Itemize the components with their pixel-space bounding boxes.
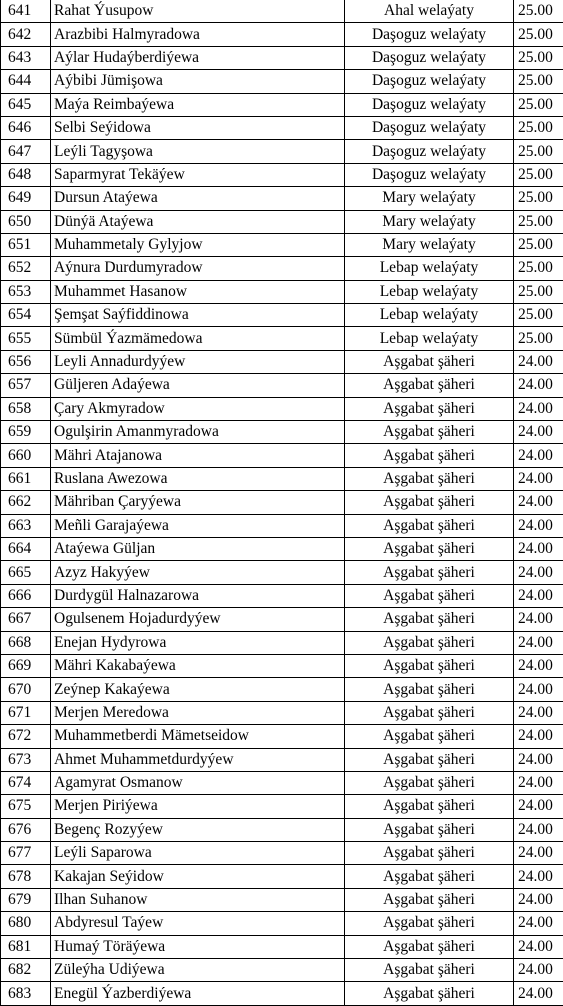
row-number-cell: 668: [1, 631, 51, 654]
row-number-cell: 683: [1, 982, 51, 1005]
region-cell: Aşgabat şäheri: [345, 935, 514, 958]
score-cell: 25.00: [514, 233, 563, 256]
region-cell: Aşgabat şäheri: [345, 491, 514, 514]
table-row: [1, 865, 563, 888]
score-cell: 24.00: [514, 654, 563, 677]
name-cell: Sümbül Ýazmämedowa: [51, 327, 345, 350]
score-cell: 24.00: [514, 701, 563, 724]
score-cell: 24.00: [514, 982, 563, 1005]
region-cell: Aşgabat şäheri: [345, 537, 514, 560]
region-cell: Daşoguz welaýaty: [345, 163, 514, 186]
row-number-cell: 661: [1, 467, 51, 490]
score-cell: 24.00: [514, 631, 563, 654]
name-cell: Ogulşirin Amanmyradowa: [51, 421, 345, 444]
row-number-cell: 655: [1, 327, 51, 350]
table-row: [1, 631, 563, 654]
score-cell: 24.00: [514, 865, 563, 888]
name-cell: Durdygül Halnazarowa: [51, 584, 345, 607]
table-row: [1, 725, 563, 748]
region-cell: Aşgabat şäheri: [345, 397, 514, 420]
score-cell: 25.00: [514, 187, 563, 210]
table-row: [1, 701, 563, 724]
score-cell: 24.00: [514, 584, 563, 607]
score-cell: 24.00: [514, 444, 563, 467]
row-number-cell: 644: [1, 70, 51, 93]
region-cell: Aşgabat şäheri: [345, 959, 514, 982]
name-cell: Maýa Reimbaýewa: [51, 93, 345, 116]
name-cell: Muhammetaly Gylyjow: [51, 233, 345, 256]
name-cell: Begenç Rozyýew: [51, 818, 345, 841]
name-cell: Dünýä Ataýewa: [51, 210, 345, 233]
region-cell: Aşgabat şäheri: [345, 888, 514, 911]
table-row: [1, 93, 563, 116]
region-cell: Aşgabat şäheri: [345, 421, 514, 444]
row-number-cell: 657: [1, 374, 51, 397]
table-row: [1, 467, 563, 490]
score-cell: 25.00: [514, 304, 563, 327]
score-cell: 25.00: [514, 280, 563, 303]
score-cell: 24.00: [514, 561, 563, 584]
region-cell: Aşgabat şäheri: [345, 795, 514, 818]
table-row: [1, 537, 563, 560]
name-cell: Abdyresul Taýew: [51, 912, 345, 935]
region-cell: Aşgabat şäheri: [345, 748, 514, 771]
score-cell: 24.00: [514, 795, 563, 818]
region-cell: Lebap welaýaty: [345, 280, 514, 303]
row-number-cell: 674: [1, 771, 51, 794]
table-row: [1, 327, 563, 350]
row-number-cell: 679: [1, 888, 51, 911]
row-number-cell: 682: [1, 959, 51, 982]
score-cell: 24.00: [514, 959, 563, 982]
region-cell: Ahal welaýaty: [345, 0, 514, 23]
row-number-cell: 663: [1, 514, 51, 537]
table-row: [1, 46, 563, 69]
row-number-cell: 666: [1, 584, 51, 607]
name-cell: Agamyrat Osmanow: [51, 771, 345, 794]
score-cell: 24.00: [514, 818, 563, 841]
region-cell: Lebap welaýaty: [345, 327, 514, 350]
region-cell: Daşoguz welaýaty: [345, 23, 514, 46]
score-cell: 25.00: [514, 327, 563, 350]
score-cell: 25.00: [514, 93, 563, 116]
name-cell: Ilhan Suhanow: [51, 888, 345, 911]
name-cell: Aýnura Durdumyradow: [51, 257, 345, 280]
name-cell: Züleýha Udiýewa: [51, 959, 345, 982]
table-row: [1, 210, 563, 233]
score-cell: 24.00: [514, 748, 563, 771]
table-row: [1, 982, 563, 1005]
score-cell: 24.00: [514, 397, 563, 420]
name-cell: Ahmet Muhammetdurdyýew: [51, 748, 345, 771]
region-cell: Mary welaýaty: [345, 233, 514, 256]
name-cell: Aýbibi Jümişowa: [51, 70, 345, 93]
table-row: [1, 935, 563, 958]
name-cell: Humaý Töräýewa: [51, 935, 345, 958]
score-cell: 25.00: [514, 116, 563, 139]
region-cell: Aşgabat şäheri: [345, 608, 514, 631]
region-cell: Aşgabat şäheri: [345, 514, 514, 537]
table-row: [1, 678, 563, 701]
region-cell: Aşgabat şäheri: [345, 444, 514, 467]
name-cell: Çary Akmyradow: [51, 397, 345, 420]
row-number-cell: 648: [1, 163, 51, 186]
name-cell: Arazbibi Halmyradowa: [51, 23, 345, 46]
region-cell: Lebap welaýaty: [345, 304, 514, 327]
row-number-cell: 649: [1, 187, 51, 210]
name-cell: Leýli Tagyşowa: [51, 140, 345, 163]
table-row: [1, 444, 563, 467]
name-cell: Zeýnep Kakaýewa: [51, 678, 345, 701]
row-number-cell: 641: [1, 0, 51, 23]
name-cell: Mähriban Çaryýewa: [51, 491, 345, 514]
region-cell: Daşoguz welaýaty: [345, 140, 514, 163]
region-cell: Aşgabat şäheri: [345, 350, 514, 373]
row-number-cell: 675: [1, 795, 51, 818]
name-cell: Dursun Ataýewa: [51, 187, 345, 210]
table-row: [1, 304, 563, 327]
table-row: [1, 795, 563, 818]
row-number-cell: 647: [1, 140, 51, 163]
name-cell: Meñli Garajaýewa: [51, 514, 345, 537]
region-cell: Aşgabat şäheri: [345, 561, 514, 584]
region-cell: Aşgabat şäheri: [345, 631, 514, 654]
table-row: [1, 163, 563, 186]
row-number-cell: 642: [1, 23, 51, 46]
name-cell: Ataýewa Güljan: [51, 537, 345, 560]
row-number-cell: 665: [1, 561, 51, 584]
score-cell: 24.00: [514, 935, 563, 958]
score-cell: 24.00: [514, 771, 563, 794]
table-row: [1, 116, 563, 139]
table-row: [1, 561, 563, 584]
score-cell: 24.00: [514, 350, 563, 373]
name-cell: Mähri Atajanowa: [51, 444, 345, 467]
row-number-cell: 681: [1, 935, 51, 958]
score-cell: 24.00: [514, 374, 563, 397]
table-row: [1, 23, 563, 46]
row-number-cell: 650: [1, 210, 51, 233]
score-cell: 24.00: [514, 678, 563, 701]
name-cell: Enegül Ýazberdiýewa: [51, 982, 345, 1005]
score-cell: 24.00: [514, 608, 563, 631]
row-number-cell: 672: [1, 725, 51, 748]
region-cell: Mary welaýaty: [345, 187, 514, 210]
region-cell: Daşoguz welaýaty: [345, 70, 514, 93]
row-number-cell: 673: [1, 748, 51, 771]
table-row: [1, 280, 563, 303]
row-number-cell: 658: [1, 397, 51, 420]
row-number-cell: 677: [1, 842, 51, 865]
table-row: [1, 584, 563, 607]
name-cell: Enejan Hydyrowa: [51, 631, 345, 654]
score-cell: 24.00: [514, 888, 563, 911]
table-row: [1, 959, 563, 982]
table-row: [1, 654, 563, 677]
name-cell: Muhammetberdi Mämetseidow: [51, 725, 345, 748]
name-cell: Merjen Piriýewa: [51, 795, 345, 818]
region-cell: Aşgabat şäheri: [345, 701, 514, 724]
score-cell: 25.00: [514, 140, 563, 163]
row-number-cell: 667: [1, 608, 51, 631]
row-number-cell: 656: [1, 350, 51, 373]
row-number-cell: 643: [1, 46, 51, 69]
row-number-cell: 664: [1, 537, 51, 560]
table-row: [1, 187, 563, 210]
table-row: [1, 257, 563, 280]
region-cell: Lebap welaýaty: [345, 257, 514, 280]
table-row: [1, 608, 563, 631]
region-cell: Aşgabat şäheri: [345, 842, 514, 865]
name-cell: Azyz Hakyýew: [51, 561, 345, 584]
table-row: [1, 70, 563, 93]
row-number-cell: 653: [1, 280, 51, 303]
name-cell: Ruslana Awezowa: [51, 467, 345, 490]
table-row: [1, 233, 563, 256]
score-cell: 25.00: [514, 70, 563, 93]
table-row: [1, 350, 563, 373]
region-cell: Aşgabat şäheri: [345, 654, 514, 677]
name-cell: Şemşat Saýfiddinowa: [51, 304, 345, 327]
table-row: [1, 771, 563, 794]
row-number-cell: 652: [1, 257, 51, 280]
name-cell: Ogulsenem Hojadurdyýew: [51, 608, 345, 631]
score-cell: 25.00: [514, 0, 563, 23]
table-row: [1, 748, 563, 771]
row-number-cell: 678: [1, 865, 51, 888]
row-number-cell: 669: [1, 654, 51, 677]
region-cell: Daşoguz welaýaty: [345, 93, 514, 116]
row-number-cell: 676: [1, 818, 51, 841]
row-number-cell: 670: [1, 678, 51, 701]
row-number-cell: 651: [1, 233, 51, 256]
table-row: [1, 818, 563, 841]
score-cell: 24.00: [514, 842, 563, 865]
name-cell: Aýlar Hudaýberdiýewa: [51, 46, 345, 69]
row-number-cell: 654: [1, 304, 51, 327]
region-cell: Aşgabat şäheri: [345, 818, 514, 841]
table-row: [1, 912, 563, 935]
score-cell: 25.00: [514, 257, 563, 280]
row-number-cell: 660: [1, 444, 51, 467]
name-cell: Leyli Annadurdyýew: [51, 350, 345, 373]
table-row: [1, 421, 563, 444]
score-cell: 24.00: [514, 725, 563, 748]
score-cell: 24.00: [514, 467, 563, 490]
region-cell: Aşgabat şäheri: [345, 584, 514, 607]
table-row: [1, 140, 563, 163]
name-cell: Muhammet Hasanow: [51, 280, 345, 303]
score-cell: 24.00: [514, 421, 563, 444]
table-row: [1, 374, 563, 397]
region-cell: Aşgabat şäheri: [345, 912, 514, 935]
score-cell: 25.00: [514, 23, 563, 46]
name-cell: Selbi Seýidowa: [51, 116, 345, 139]
row-number-cell: 662: [1, 491, 51, 514]
region-cell: Aşgabat şäheri: [345, 374, 514, 397]
table-row: [1, 514, 563, 537]
score-cell: 25.00: [514, 210, 563, 233]
results-table-body: [1, 0, 563, 1005]
name-cell: Kakajan Seýidow: [51, 865, 345, 888]
score-cell: 25.00: [514, 163, 563, 186]
table-row: [1, 0, 563, 23]
table-row: [1, 888, 563, 911]
region-cell: Aşgabat şäheri: [345, 982, 514, 1005]
score-cell: 24.00: [514, 537, 563, 560]
row-number-cell: 671: [1, 701, 51, 724]
table-row: [1, 397, 563, 420]
name-cell: Mähri Kakabaýewa: [51, 654, 345, 677]
name-cell: Güljeren Adaýewa: [51, 374, 345, 397]
region-cell: Aşgabat şäheri: [345, 467, 514, 490]
name-cell: Merjen Meredowa: [51, 701, 345, 724]
row-number-cell: 659: [1, 421, 51, 444]
region-cell: Aşgabat şäheri: [345, 771, 514, 794]
region-cell: Aşgabat şäheri: [345, 865, 514, 888]
table-row: [1, 491, 563, 514]
score-cell: 24.00: [514, 491, 563, 514]
row-number-cell: 680: [1, 912, 51, 935]
score-cell: 25.00: [514, 46, 563, 69]
name-cell: Rahat Ýusupow: [51, 0, 345, 23]
name-cell: Leýli Saparowa: [51, 842, 345, 865]
row-number-cell: 646: [1, 116, 51, 139]
region-cell: Aşgabat şäheri: [345, 678, 514, 701]
region-cell: Mary welaýaty: [345, 210, 514, 233]
score-cell: 24.00: [514, 912, 563, 935]
table-row: [1, 842, 563, 865]
region-cell: Aşgabat şäheri: [345, 725, 514, 748]
score-cell: 24.00: [514, 514, 563, 537]
region-cell: Daşoguz welaýaty: [345, 46, 514, 69]
name-cell: Saparmyrat Tekäýew: [51, 163, 345, 186]
row-number-cell: 645: [1, 93, 51, 116]
region-cell: Daşoguz welaýaty: [345, 116, 514, 139]
